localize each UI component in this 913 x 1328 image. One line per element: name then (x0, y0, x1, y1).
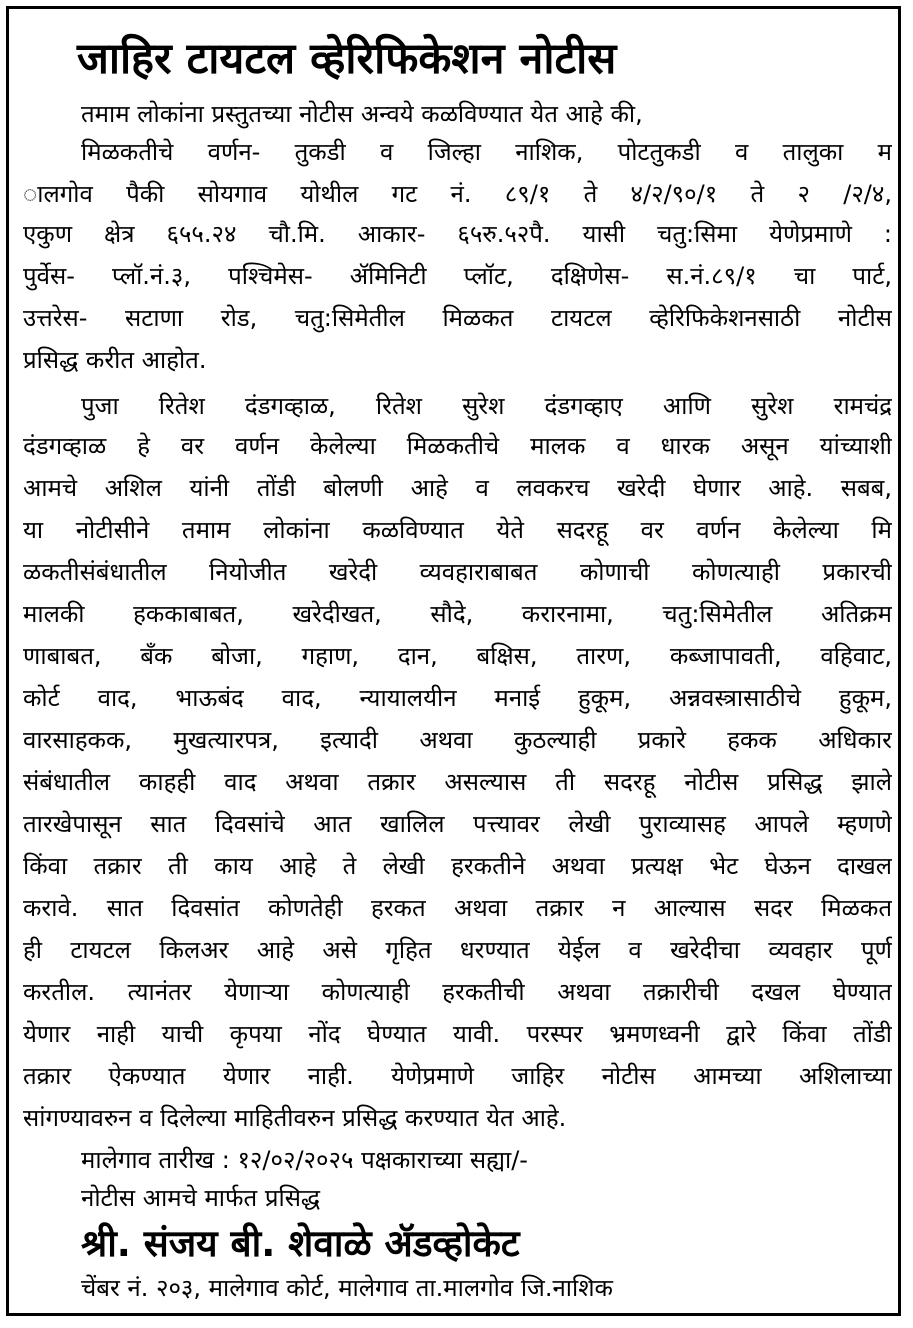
body-line: येणार नाही याची कृपया नोंद घेण्यात यावी. परस्पर भ्रमणध्वनी द्वारे किंवा तोंडी (23, 1020, 892, 1048)
body-line: ळकतीसंबंधातील नियोजीत खरेदी व्यवहाराबाबत कोणाची कोणत्याही प्रकारची (23, 558, 892, 586)
body-line: तारखेपासून सात दिवसांचे आत खालिल पत्त्यावर लेखी पुराव्यासह आपले म्हणणे (23, 810, 892, 838)
body-line: कोर्ट वाद, भाऊबंद वाद, न्यायालयीन मनाई हुकूम, अन्नवस्त्रासाठीचे हुकूम, (23, 684, 892, 712)
body-line: आमचे अशिल यांनी तोंडी बोलणी आहे व लवकरच खरेदी घेणार आहे. सबब, (23, 474, 892, 502)
advocate-name: श्री. संजय बी. शेवाळे ॲडव्होकेट (81, 1222, 520, 1265)
body-line: संबंधातील काहही वाद अथवा तक्रार असल्यास ती सदरहू नोटीस प्रसिद्ध झाले (23, 768, 892, 796)
description-line: ालगोव पैकी सोयगाव योथील गट नं. ८९/१ ते ४/२/९०/१ ते २ /२/४, (23, 180, 892, 208)
notice-title: जाहिर टायटल व्हेरिफिकेशन नोटीस (77, 34, 617, 84)
description-line: प्रसिद्ध करीत आहोत. (23, 346, 207, 374)
body-line: सांगण्यावरुन व दिलेल्या माहितीवरुन प्रसिद्ध करण्यात येत आहे. (23, 1104, 567, 1132)
intro-line: तमाम लोकांना प्रस्तुतच्या नोटीस अन्वये कळविण्यात येत आहे की, (81, 100, 643, 128)
body-line: ही टायटल किलअर आहे असे गृहित धरण्यात येईल व खरेदीचा व्यवहार पूर्ण (23, 936, 892, 964)
body-line: मालकी हककाबाबत, खरेदीखत, सौदे, करारनामा, चतु:सिमेतील अतिक्रम (23, 600, 892, 628)
description-line: पुर्वेस- प्लॉ.नं.३, पश्चिमेस- ॲमिनिटी प्लॉट, दक्षिणेस- स.नं.८९/१ चा पार्ट, (23, 262, 892, 290)
body-line: करावे. सात दिवसांत कोणतेही हरकत अथवा तक्रार न आल्यास सदर मिळकत (23, 894, 892, 922)
description-line: उत्तरेस- सटाणा रोड, चतु:सिमेतील मिळकत टायटल व्हेरिफिकेशनसाठी नोटीस (23, 304, 892, 332)
published-line: नोटीस आमचे मार्फत प्रसिद्ध (81, 1184, 321, 1212)
body-line: करतील. त्यानंतर येणाऱ्या कोणत्याही हरकतीची अथवा तक्रारीची दखल घेण्यात (23, 978, 892, 1006)
notice-box (6, 6, 901, 1316)
date-line: मालेगाव तारीख : १२/०२/२०२५ पक्षकाराच्या सह्या/- (81, 1146, 528, 1174)
body-line: पुजा रितेश दंडगव्हाळ, रितेश सुरेश दंडगव्हाए आणि सुरेश रामचंद्र (81, 392, 892, 420)
description-line: मिळकतीचे वर्णन- तुकडी व जिल्हा नाशिक, पोटतुकडी व तालुका म (81, 138, 892, 166)
body-line: णाबाबत, बँक बोजा, गहाण, दान, बक्षिस, तारण, कब्जापावती, वहिवाट, (23, 642, 892, 670)
advocate-address: चेंबर नं. २०३, मालेगाव कोर्ट, मालेगाव ता.मालगोव जि.नाशिक (81, 1274, 613, 1302)
description-line: एकुण क्षेत्र ६५५.२४ चौ.मि. आकार- ६५रु.५२पै. यासी चतु:सिमा येणेप्रमाणे : (23, 220, 892, 248)
body-line: तक्रार ऐकण्यात येणार नाही. येणेप्रमाणे जाहिर नोटीस आमच्या अशिलाच्या (23, 1062, 892, 1090)
body-line: दंडगव्हाळ हे वर वर्णन केलेल्या मिळकतीचे मालक व धारक असून यांच्याशी (23, 432, 892, 460)
body-line: किंवा तक्रार ती काय आहे ते लेखी हरकतीने अथवा प्रत्यक्ष भेट घेऊन दाखल (23, 852, 892, 880)
body-line: या नोटीसीने तमाम लोकांना कळविण्यात येते सदरहू वर वर्णन केलेल्या मि (23, 516, 892, 544)
body-line: वारसाहकक, मुखत्यारपत्र, इत्यादी अथवा कुठल्याही प्रकारे हकक अधिकार (23, 726, 892, 754)
